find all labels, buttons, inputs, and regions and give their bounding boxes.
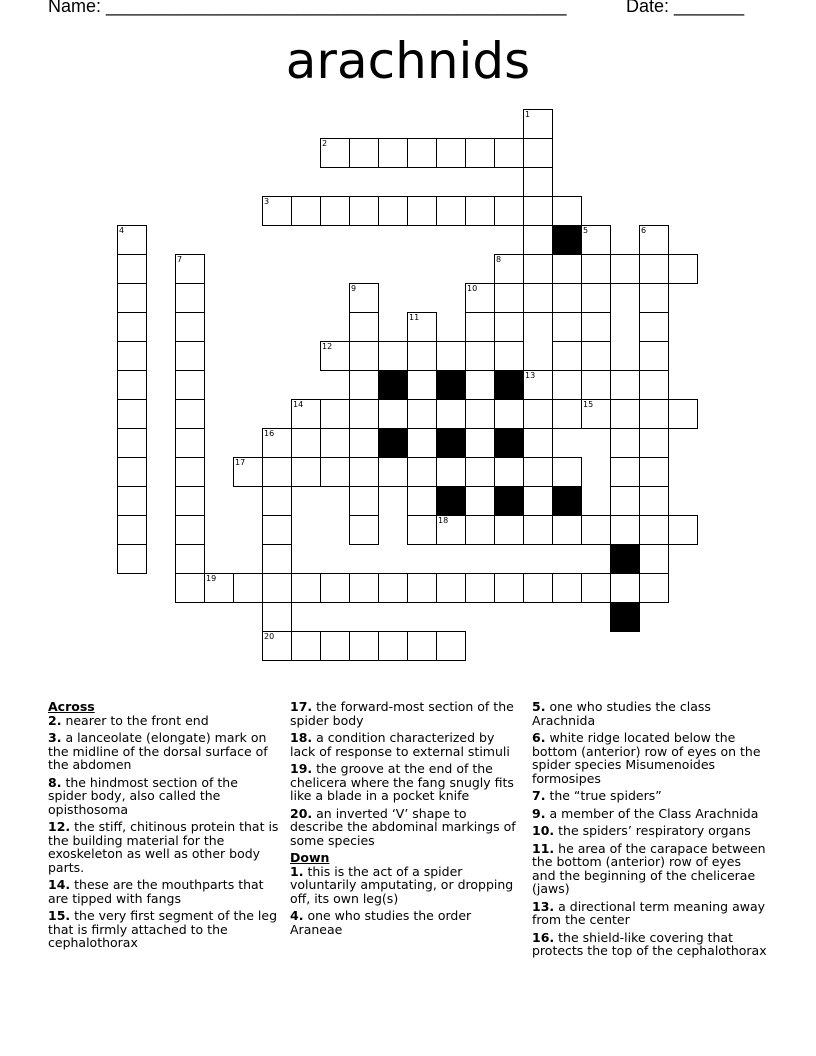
crossword-cell[interactable] xyxy=(581,254,611,284)
crossword-cell[interactable] xyxy=(523,283,553,313)
clue-column-1 xyxy=(48,700,280,954)
puzzle-title: arachnids xyxy=(285,32,531,90)
crossword-cell[interactable] xyxy=(436,341,466,371)
crossword-cell[interactable] xyxy=(117,283,147,313)
crossword-cell[interactable] xyxy=(465,399,495,429)
crossword-cell[interactable] xyxy=(581,515,611,545)
clue-down-6: 6. white ridge located below the bottom (anterior) row of eyes on the spider species Misumenoides formosipes xyxy=(532,730,761,786)
crossword-cell[interactable] xyxy=(349,486,379,516)
crossword-cell[interactable] xyxy=(610,399,640,429)
crossword-cell[interactable] xyxy=(552,196,582,226)
crossword-block-cell xyxy=(494,428,524,458)
crossword-cell[interactable] xyxy=(494,399,524,429)
crossword-cell[interactable] xyxy=(291,399,321,429)
crossword-cell[interactable] xyxy=(233,457,263,487)
crossword-block-cell xyxy=(494,370,524,400)
crossword-cell[interactable] xyxy=(320,341,350,371)
crossword-cell[interactable] xyxy=(117,370,147,400)
crossword-cell[interactable] xyxy=(552,341,582,371)
crossword-block-cell xyxy=(378,370,408,400)
clue-column-2 xyxy=(290,700,522,940)
crossword-cell[interactable] xyxy=(523,167,553,197)
clue-across-3: 3. a lanceolate (elongate) mark on the midline of the dorsal surface of the abdomen xyxy=(48,730,268,772)
crossword-cell[interactable] xyxy=(291,196,321,226)
cell-number: 8 xyxy=(496,255,502,264)
crossword-cell[interactable] xyxy=(465,370,495,400)
crossword-cell[interactable] xyxy=(465,283,495,313)
crossword-cell[interactable] xyxy=(407,370,437,400)
cell-number: 4 xyxy=(119,226,125,235)
crossword-cell[interactable] xyxy=(494,515,524,545)
crossword-cell[interactable] xyxy=(117,341,147,371)
crossword-cell[interactable] xyxy=(349,631,379,661)
crossword-cell[interactable] xyxy=(494,254,524,284)
crossword-cell[interactable] xyxy=(378,631,408,661)
crossword-cell[interactable] xyxy=(117,254,147,284)
crossword-cell[interactable] xyxy=(581,399,611,429)
crossword-cell[interactable] xyxy=(175,486,205,516)
clue-across-19: 19. the groove at the end of the chelicera where the fang snugly fits like a blade in a pocket knife xyxy=(290,761,514,803)
crossword-cell[interactable] xyxy=(117,225,147,255)
clue-across-18: 18. a condition characterized by lack of response to external stimuli xyxy=(290,730,510,759)
crossword-cell[interactable] xyxy=(291,457,321,487)
cell-number: 6 xyxy=(641,226,647,235)
crossword-cell[interactable] xyxy=(436,515,466,545)
crossword-cell[interactable] xyxy=(610,573,640,603)
crossword-cell[interactable] xyxy=(465,457,495,487)
crossword-cell[interactable] xyxy=(378,573,408,603)
crossword-cell[interactable] xyxy=(610,428,640,458)
crossword-cell[interactable] xyxy=(494,457,524,487)
cell-number: 15 xyxy=(583,400,594,409)
crossword-cell[interactable] xyxy=(465,341,495,371)
crossword-cell[interactable] xyxy=(581,283,611,313)
clue-across-17: 17. the forward-most section of the spider body xyxy=(290,699,514,728)
crossword-cell[interactable] xyxy=(436,573,466,603)
crossword-cell[interactable] xyxy=(494,138,524,168)
crossword-cell[interactable] xyxy=(175,370,205,400)
crossword-cell[interactable] xyxy=(436,399,466,429)
crossword-cell[interactable] xyxy=(349,457,379,487)
crossword-cell[interactable] xyxy=(610,457,640,487)
crossword-cell[interactable] xyxy=(117,544,147,574)
crossword-cell[interactable] xyxy=(639,486,669,516)
cell-number: 5 xyxy=(583,226,589,235)
crossword-cell[interactable] xyxy=(320,428,350,458)
crossword-cell[interactable] xyxy=(523,457,553,487)
crossword-cell[interactable] xyxy=(117,399,147,429)
crossword-cell[interactable] xyxy=(436,138,466,168)
crossword-cell[interactable] xyxy=(262,457,292,487)
crossword-cell[interactable] xyxy=(639,312,669,342)
crossword-block-cell xyxy=(436,486,466,516)
crossword-cell[interactable] xyxy=(639,428,669,458)
crossword-cell[interactable] xyxy=(639,573,669,603)
crossword-cell[interactable] xyxy=(523,225,553,255)
crossword-cell[interactable] xyxy=(581,312,611,342)
crossword-cell[interactable] xyxy=(581,341,611,371)
crossword-cell[interactable] xyxy=(233,573,263,603)
crossword-cell[interactable] xyxy=(407,457,437,487)
crossword-cell[interactable] xyxy=(465,196,495,226)
crossword-cell[interactable] xyxy=(262,602,292,632)
crossword-cell[interactable] xyxy=(407,515,437,545)
clue-down-9: 9. a member of the Class Arachnida xyxy=(532,805,759,821)
cell-number: 16 xyxy=(264,429,275,438)
clue-across-14: 14. these are the mouthparts that are tipped with fangs xyxy=(48,877,264,906)
crossword-cell[interactable] xyxy=(175,312,205,342)
crossword-block-cell xyxy=(436,370,466,400)
crossword-cell[interactable] xyxy=(349,399,379,429)
crossword-cell[interactable] xyxy=(407,138,437,168)
crossword-cell[interactable] xyxy=(494,573,524,603)
cell-number: 19 xyxy=(206,574,217,583)
cell-number: 18 xyxy=(438,516,449,525)
crossword-cell[interactable] xyxy=(668,515,698,545)
clue-across-20: 20. an inverted ‘V’ shape to describe the abdominal markings of some species xyxy=(290,805,516,848)
crossword-cell[interactable] xyxy=(639,225,669,255)
date-line: Date: _______ xyxy=(626,0,745,16)
crossword-cell[interactable] xyxy=(320,573,350,603)
cell-number: 14 xyxy=(293,400,304,409)
clue-down-1: 1. this is the act of a spider voluntarily amputating, or dropping off, its own leg(s) xyxy=(290,863,514,906)
down-heading: Down xyxy=(290,850,330,865)
clue-down-4: 4. one who studies the order Araneae xyxy=(290,908,472,937)
crossword-cell[interactable] xyxy=(523,486,553,516)
crossword-cell[interactable] xyxy=(175,573,205,603)
crossword-block-cell xyxy=(494,486,524,516)
crossword-cell[interactable] xyxy=(378,399,408,429)
crossword-cell[interactable] xyxy=(349,370,379,400)
clue-down-16: 16. the shield-like covering that protects the top of the cephalothorax xyxy=(532,929,767,958)
crossword-cell[interactable] xyxy=(291,631,321,661)
crossword-cell[interactable] xyxy=(262,486,292,516)
crossword-cell[interactable] xyxy=(639,544,669,574)
crossword-cell[interactable] xyxy=(204,573,234,603)
crossword-cell[interactable] xyxy=(320,138,350,168)
crossword-cell[interactable] xyxy=(175,457,205,487)
crossword-cell[interactable] xyxy=(552,457,582,487)
crossword-cell[interactable] xyxy=(378,196,408,226)
crossword-cell[interactable] xyxy=(639,370,669,400)
crossword-cell[interactable] xyxy=(407,341,437,371)
crossword-cell[interactable] xyxy=(117,515,147,545)
crossword-cell[interactable] xyxy=(436,631,466,661)
crossword-block-cell xyxy=(610,602,640,632)
crossword-cell[interactable] xyxy=(117,486,147,516)
crossword-cell[interactable] xyxy=(639,283,669,313)
across-heading: Across xyxy=(48,699,95,714)
crossword-cell[interactable] xyxy=(610,486,640,516)
crossword-cell[interactable] xyxy=(494,283,524,313)
cell-number: 17 xyxy=(235,458,246,467)
clue-down-11: 11. he area of the carapace between the bottom (anterior) row of eyes and the beginning of the chelicerae (jaws) xyxy=(532,840,766,896)
crossword-cell[interactable] xyxy=(320,399,350,429)
cell-number: 13 xyxy=(525,371,536,380)
crossword-cell[interactable] xyxy=(523,109,553,139)
crossword-cell[interactable] xyxy=(465,515,495,545)
crossword-cell[interactable] xyxy=(175,399,205,429)
clue-down-7: 7. the “true spiders” xyxy=(532,788,662,803)
cell-number: 12 xyxy=(322,342,333,351)
crossword-cell[interactable] xyxy=(291,428,321,458)
clue-down-5: 5. one who studies the class Arachnida xyxy=(532,699,711,728)
crossword-cell[interactable] xyxy=(349,283,379,313)
crossword-cell[interactable] xyxy=(291,573,321,603)
crossword-block-cell xyxy=(552,486,582,516)
crossword-cell[interactable] xyxy=(175,428,205,458)
crossword-cell[interactable] xyxy=(552,312,582,342)
crossword-cell[interactable] xyxy=(552,283,582,313)
crossword-cell[interactable] xyxy=(117,312,147,342)
crossword-cell[interactable] xyxy=(262,196,292,226)
crossword-cell[interactable] xyxy=(465,428,495,458)
crossword-cell[interactable] xyxy=(349,573,379,603)
crossword-cell[interactable] xyxy=(668,254,698,284)
crossword-cell[interactable] xyxy=(523,196,553,226)
crossword-cell[interactable] xyxy=(523,573,553,603)
crossword-cell[interactable] xyxy=(262,573,292,603)
crossword-cell[interactable] xyxy=(465,312,495,342)
crossword-cell[interactable] xyxy=(523,399,553,429)
crossword-cell[interactable] xyxy=(494,312,524,342)
crossword-cell[interactable] xyxy=(523,138,553,168)
crossword-cell[interactable] xyxy=(175,544,205,574)
clue-across-2: 2. nearer to the front end xyxy=(48,712,209,728)
crossword-cell[interactable] xyxy=(378,457,408,487)
crossword-cell[interactable] xyxy=(494,341,524,371)
crossword-cell[interactable] xyxy=(407,486,437,516)
crossword-cell[interactable] xyxy=(639,515,669,545)
crossword-cell[interactable] xyxy=(436,196,466,226)
crossword-cell[interactable] xyxy=(523,254,553,284)
cell-number: 10 xyxy=(467,284,478,293)
crossword-cell[interactable] xyxy=(349,341,379,371)
crossword-cell[interactable] xyxy=(262,428,292,458)
clue-across-8: 8. the hindmost section of the spider body, also called the opisthosoma xyxy=(48,774,238,817)
crossword-cell[interactable] xyxy=(175,341,205,371)
crossword-block-cell xyxy=(610,544,640,574)
crossword-cell[interactable] xyxy=(407,399,437,429)
crossword-cell[interactable] xyxy=(639,254,669,284)
crossword-cell[interactable] xyxy=(639,341,669,371)
cell-number: 20 xyxy=(264,632,275,641)
crossword-cell[interactable] xyxy=(436,457,466,487)
crossword-cell[interactable] xyxy=(465,573,495,603)
crossword-cell[interactable] xyxy=(552,254,582,284)
crossword-cell[interactable] xyxy=(552,370,582,400)
crossword-cell[interactable] xyxy=(581,225,611,255)
crossword-cell[interactable] xyxy=(320,631,350,661)
crossword-cell[interactable] xyxy=(552,399,582,429)
crossword-cell[interactable] xyxy=(552,573,582,603)
crossword-cell[interactable] xyxy=(668,399,698,429)
crossword-cell[interactable] xyxy=(349,138,379,168)
clue-across-12: 12. the stiff, chitinous protein that is the building material for the exoskeleton as well as other body parts. xyxy=(48,819,279,875)
crossword-cell[interactable] xyxy=(262,631,292,661)
crossword-cell[interactable] xyxy=(378,341,408,371)
crossword-cell[interactable] xyxy=(378,138,408,168)
name-line: Name: ______________________________________________ xyxy=(48,0,567,16)
crossword-cell[interactable] xyxy=(639,399,669,429)
crossword-cell[interactable] xyxy=(175,515,205,545)
crossword-cell[interactable] xyxy=(320,196,350,226)
crossword-block-cell xyxy=(552,225,582,255)
clue-down-13: 13. a directional term meaning away from the center xyxy=(532,898,766,927)
crossword-cell[interactable] xyxy=(117,457,147,487)
crossword-cell[interactable] xyxy=(407,573,437,603)
crossword-block-cell xyxy=(378,428,408,458)
crossword-cell[interactable] xyxy=(407,428,437,458)
crossword-cell[interactable] xyxy=(262,515,292,545)
crossword-cell[interactable] xyxy=(639,457,669,487)
crossword-cell[interactable] xyxy=(117,428,147,458)
crossword-cell[interactable] xyxy=(610,515,640,545)
crossword-cell[interactable] xyxy=(523,428,553,458)
clue-column-3 xyxy=(532,700,768,962)
crossword-cell[interactable] xyxy=(610,254,640,284)
crossword-cell[interactable] xyxy=(175,254,205,284)
crossword-cell[interactable] xyxy=(175,283,205,313)
crossword-cell[interactable] xyxy=(610,370,640,400)
crossword-cell[interactable] xyxy=(349,515,379,545)
crossword-cell[interactable] xyxy=(552,515,582,545)
cell-number: 9 xyxy=(351,284,357,293)
crossword-cell[interactable] xyxy=(465,138,495,168)
crossword-cell[interactable] xyxy=(349,196,379,226)
cell-number: 1 xyxy=(525,110,531,119)
crossword-cell[interactable] xyxy=(494,196,524,226)
crossword-cell[interactable] xyxy=(523,370,553,400)
crossword-cell[interactable] xyxy=(320,457,350,487)
crossword-cell[interactable] xyxy=(349,312,379,342)
crossword-block-cell xyxy=(436,428,466,458)
crossword-cell[interactable] xyxy=(407,312,437,342)
crossword-cell[interactable] xyxy=(407,196,437,226)
cell-number: 11 xyxy=(409,313,420,322)
clue-down-10: 10. the spiders’ respiratory organs xyxy=(532,823,751,838)
clue-across-15: 15. the very first segment of the leg that is firmly attached to the cephalothorax xyxy=(48,908,278,950)
crossword-cell[interactable] xyxy=(349,428,379,458)
crossword-cell[interactable] xyxy=(262,544,292,574)
crossword-cell[interactable] xyxy=(523,515,553,545)
cell-number: 7 xyxy=(177,255,183,264)
cell-number: 2 xyxy=(322,139,328,148)
cell-number: 3 xyxy=(264,197,270,206)
crossword-cell[interactable] xyxy=(581,573,611,603)
crossword-cell[interactable] xyxy=(407,631,437,661)
